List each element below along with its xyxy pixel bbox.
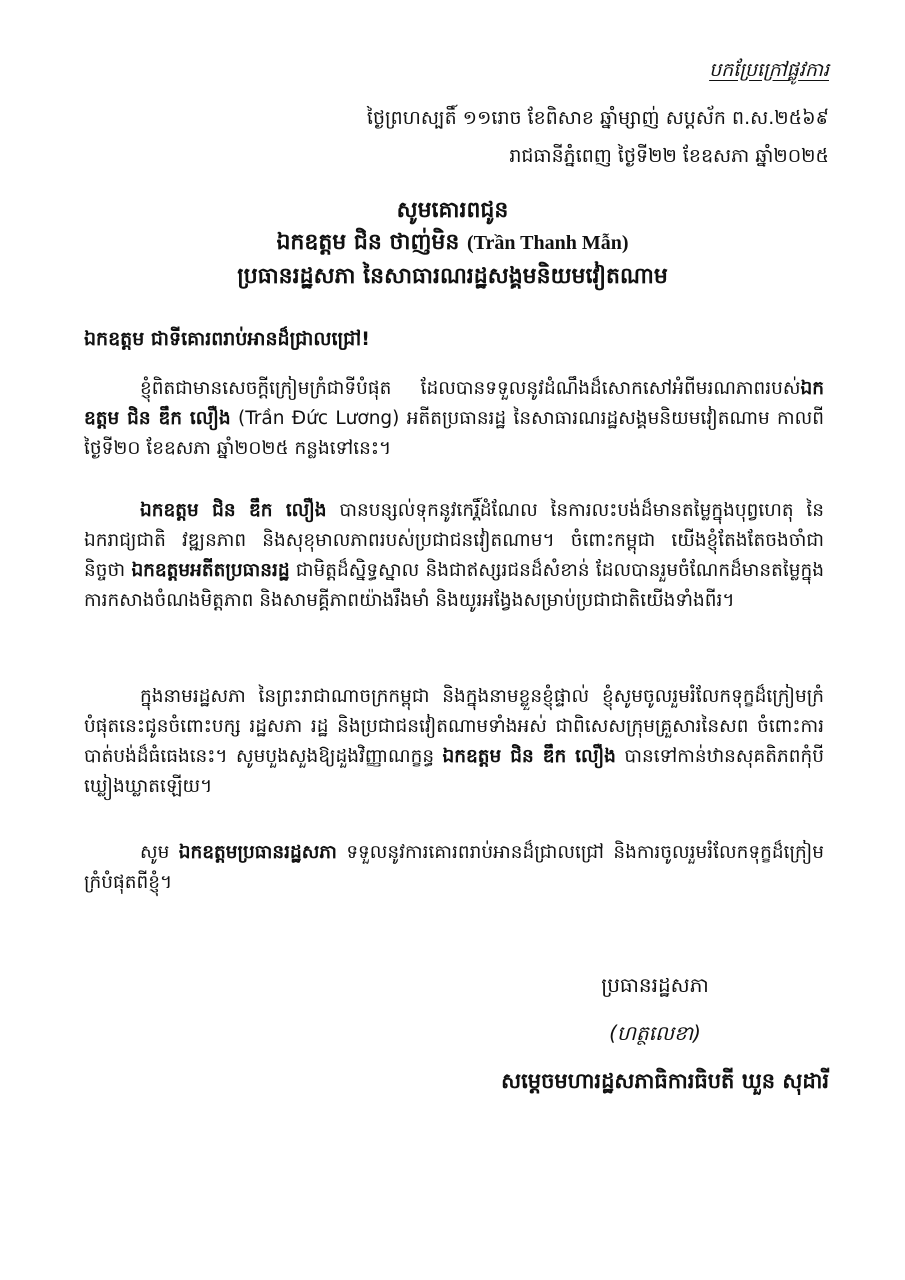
p1-text-a: ខ្ញុំពិតជាមានសេចក្តីក្រៀមក្រំជាទីបំផុត ដែលបានទទួលនូវដំណឹងដ៏សោកសៅអំពីមរណភាពរបស់ [140,378,801,399]
paragraph-1 [84,374,824,464]
addressee-name-latin: (Trần Thanh Mẫn) [467,232,629,254]
p2-text-d: ជាមិត្តដ៏ស្និទ្ធស្នាល និងជាឥស្សរជនដ៏សំខាន់ ដែលបានរួមចំណែកដ៏មានតម្លៃក្នុងការកសាងចំណងមិត្តភាព និងសាមគ្គីភាពយ៉ាងរឹងមាំ និងយូរអង្វែងសម្រាប់ប្រជាជាតិយើងទាំងពីរ។ [84,560,825,611]
addressee-greeting: សូមគោរពជូន [396,198,509,223]
p3-name-bold: ឯកឧត្តម ជិន ឌឹក លឿង [442,746,616,767]
paragraph-4 [84,838,824,898]
signer-name: សម្តេចមហារដ្ឋសភាធិការធិបតី ឃួន សុដារី [501,1069,829,1093]
signer-title: ប្រធានរដ្ឋសភា [601,973,709,997]
p3-text-a: ក្នុងនាមរដ្ឋសភា នៃព្រះរាជាណាចក្រកម្ពុជា និងក្នុងនាមខ្លួនខ្ញុំផ្ទាល់ ខ្ញុំសូមចូលរួមរំលែកទុក្ខដ៏ក្រៀមក្រំបំផុតនេះជូនចំពោះបក្ស រដ្ឋសភា រដ្ឋ និងប្រជាជនវៀតណាមទាំងអស់ ជាពិសេសក្រុមគ្រួសារនៃសព ចំពោះការបាត់បង់ដ៏ធំធេងនេះ។ សូមបួងសួងឱ្យដួងវិញ្ញាណក្ខន្ធ [84,686,824,767]
p4-text-c: ទទួលនូវការគោរពរាប់អានដ៏ជ្រាលជ្រៅ និងការចូលរួមរំលែកទុក្ខដ៏ក្រៀមក្រំបំផុតពីខ្ញុំ។ [84,842,824,893]
solar-date: រាជធានីភ្នំពេញ ថ្ងៃទី២២ ខែឧសភា ឆ្នាំ២០២៥ [509,145,829,167]
signed-mark: (ហត្ថលេខា) [609,1021,701,1045]
p4-text-a: សូម [140,842,179,863]
p1-name-bold: ឯកឧត្តម ជិន ឌឹក លឿង [84,378,824,429]
p2-title-bold: ឯកឧត្តមអតីតប្រធានរដ្ឋ [131,560,290,581]
p4-title-bold: ឯកឧត្តមប្រធានរដ្ឋសភា [178,842,337,863]
p2-name-bold: ឯកឧត្តម ជិន ឌឹក លឿង [140,500,327,521]
lunar-date: ថ្ងៃព្រហស្បតិ៍ ១១រោច ខែពិសាខ ឆ្នាំម្សាញ់ សប្តស័ក ព.ស.២៥៦៩ [366,107,829,129]
p2-text-b: បានបន្សល់ទុកនូវកេរ្តិ៍ដំណែល នៃការលះបង់ដ៏មានតម្លៃក្នុងបុព្វហេតុ នៃឯករាជ្យជាតិ វឌ្ឍនភាព និងសុខុមាលភាពរបស់ប្រជាជនវៀតណាម។ ចំពោះកម្ពុជា យើងខ្ញុំតែងតែចងចាំជានិច្ចថា [84,500,824,581]
addressee-name-khmer: ឯកឧត្តម ជិន ថាញ់មិន [276,230,460,255]
addressee-name [0,228,905,260]
p3-text-c: បានទៅកាន់ឋានសុគតិភពកុំបីឃ្លៀងឃ្លាតឡើយ។ [84,746,825,797]
p1-text-c: (Trần Đức Lương) អតីតប្រធានរដ្ឋ នៃសាធារណរដ្ឋសង្គមនិយមវៀតណាម កាលពីថ្ងៃទី២០ ខែឧសភា ឆ្នាំ២០២៥ កន្លងទៅនេះ។ [84,408,824,459]
addressee-title: ប្រធានរដ្ឋសភា នៃសាធារណរដ្ឋសង្គមនិយមវៀតណាម [237,264,668,289]
salutation: ឯកឧត្តម ជាទីគោរពរាប់អានដ៏ជ្រាលជ្រៅ! [84,328,370,350]
paragraph-2 [84,496,824,616]
paragraph-3 [84,682,824,802]
unofficial-translation-note: បកប្រែក្រៅផ្លូវការ [709,59,829,81]
